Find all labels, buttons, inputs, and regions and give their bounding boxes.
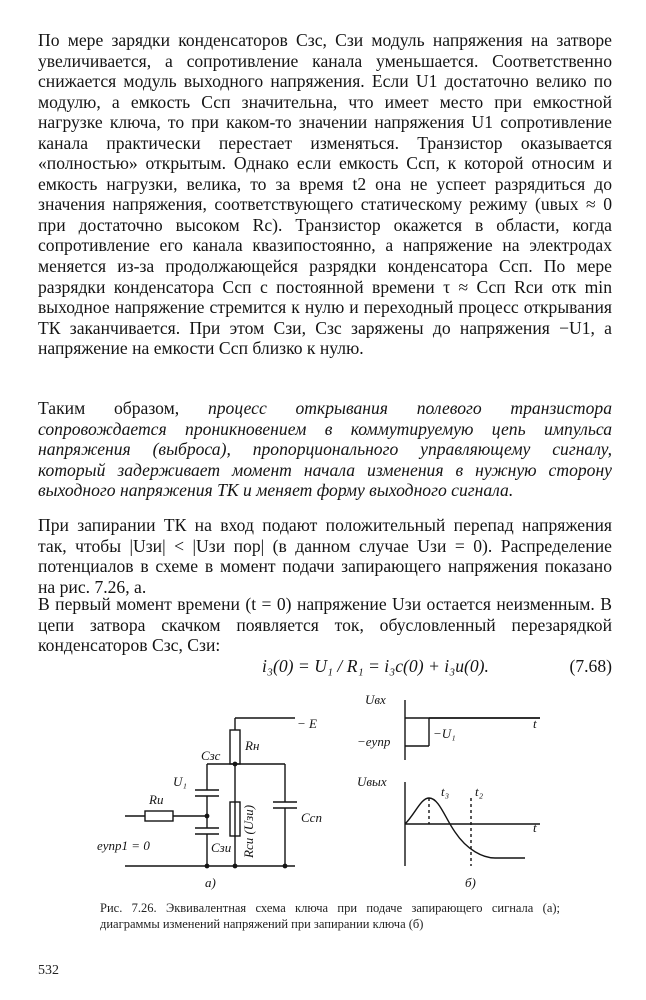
label-minus-e: − E (297, 716, 317, 731)
paragraph-1: По мере зарядки конденсаторов Сзс, Сзи модуль напряжения на затворе увеличивается, а сопротивление канала уменьшается. Соответственно снижается модуль выходного напряжения. Если U1 достаточно велико по модулю, а емкость Ссп значительна, что имеет место при емкостной нагрузке ключа, то при каком-то значении напряжения U1 сопротивление канала практически перестает изменяться. Транзистор оказывается «полностью» открытым. Однако если емкость Ссп, к которой относим и емкость нагрузки, велика, то за время t2 она не успеет разрядиться до значения напряжения, соответствующего статическому режиму (uвых ≈ 0 при достаточно высоком Rс). Транзистор окажется в области, когда сопротивление его канала квазипостоянно, а напряжение на электродах меняется из-за продолжающейся разрядки конденсатора Ссп. По мере разрядки конденсатора Ссп с постоянной времени τ ≈ Ссп Rси отк min выходное напряжение стремится к нулю и переходный процесс открывания ТК заканчивается. При этом Сзи, Сзс заряжены до напряжения −U1, а напряжение на емкости Ссп близко к нулю. (38, 30, 612, 359)
label-r-ds: Rси (Uзи) (241, 804, 256, 858)
equation-body: i₃(0) = U₁ / R₁ = i₃с(0) + i₃и(0). (262, 656, 489, 676)
figure-7-26 (95, 690, 565, 890)
label-r-in: Rи (149, 792, 164, 807)
label-diagram-sublabel: б) (465, 875, 476, 890)
label-t-axis-top: t (533, 716, 537, 731)
label-source: eупр1 = 0 (97, 838, 150, 853)
label-circuit-sublabel: а) (205, 875, 216, 890)
label-u1: U₁ (173, 774, 187, 789)
paragraph-2 (38, 398, 612, 501)
label-c-gd: Cзс (201, 748, 221, 763)
label-c-load: Cсп (301, 810, 322, 825)
label-minus-u1: −U₁ (433, 726, 456, 741)
label-diagram-minus-e: −eупр (357, 734, 391, 749)
label-c-gs: Cзи (211, 840, 232, 855)
label-t-axis-bottom: t (533, 820, 537, 835)
label-u-out: Uвых (357, 774, 387, 789)
figure-svg (95, 690, 565, 890)
label-t2: t₂ (475, 784, 484, 799)
figure-caption: Рис. 7.26. Эквивалентная схема ключа при подаче запирающего сигнала (а); диаграммы изменений напряжений при запирании ключа (б) (100, 901, 560, 931)
paragraph-4: В первый момент времени (t = 0) напряжение Uзи остается неизменным. В цепи затвора скачком появляется ток, обусловленный перезарядкой конденсаторов Сзс, Сзи: (38, 594, 612, 656)
paragraph-3: При запирании ТК на вход подают положительный перепад напряжения так, чтобы |Uзи| < |Uзи пор| (в данном случае Uзи = 0). Распределение потенциалов в схеме в момент подачи запирающего напряжения показано на рис. 7.26, а. (38, 515, 612, 597)
label-t3: t₃ (441, 784, 450, 799)
equation-number: (7.68) (569, 656, 612, 676)
timing-diagram (405, 700, 540, 866)
paragraph-2-italic: процесс открывания полевого транзистора сопровождается проникновением в коммутируемую цепь импульса напряжения (выброса), пропорционального управляющему сигналу, который задерживает момент начала изменения в нужную сторону выходного напряжения ТК и меняет форму выходного сигнала. (38, 398, 613, 501)
paragraph-2-intro: Таким образом, (38, 398, 180, 418)
equation-7-68 (0, 655, 646, 677)
label-r-load: Rн (245, 738, 260, 753)
label-u-in: Uвх (365, 692, 386, 707)
page-number: 532 (38, 963, 59, 978)
